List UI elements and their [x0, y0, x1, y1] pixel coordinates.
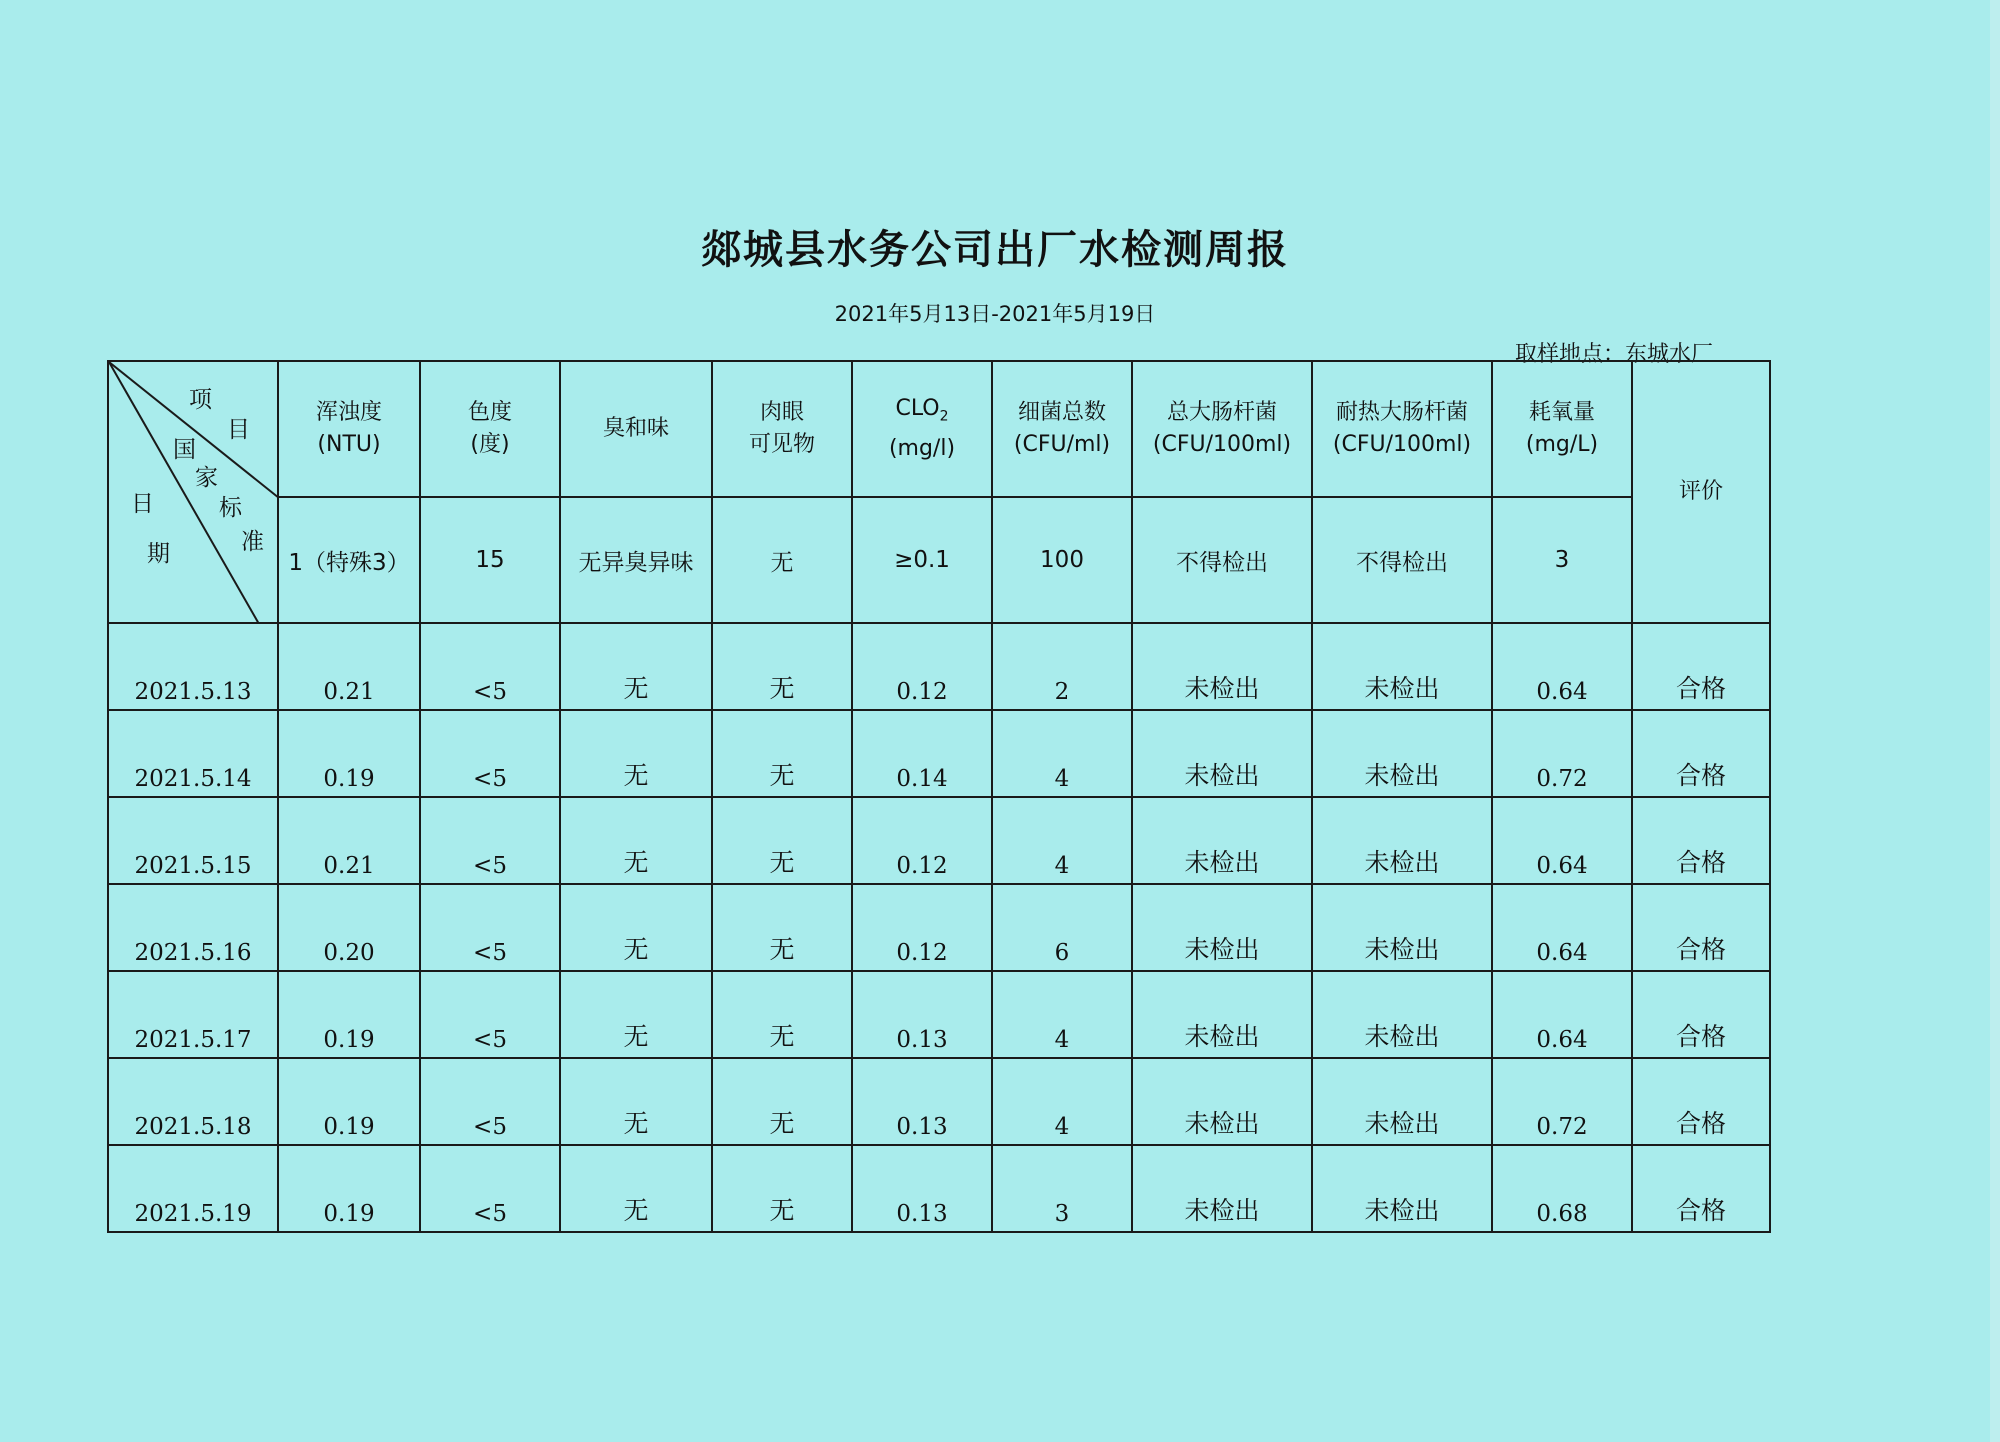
cell-odor: 无 [560, 710, 712, 797]
cell-visible: 无 [712, 797, 852, 884]
cell-thermo: 未检出 [1312, 971, 1492, 1058]
cell-eval: 合格 [1632, 1145, 1770, 1232]
table-row [108, 797, 1770, 884]
cell-color: <5 [420, 710, 560, 797]
cell-bacteria: 4 [992, 971, 1132, 1058]
cell-bacteria: 3 [992, 1145, 1132, 1232]
header-oxygen [1492, 361, 1632, 497]
cell-oxygen: 0.64 [1492, 623, 1632, 710]
cell-turbidity: 0.19 [278, 1058, 420, 1145]
table-row [108, 884, 1770, 971]
bacteria-unit: (CFU/ml) [1013, 432, 1111, 457]
coliform-unit: (CFU/100ml) [1152, 432, 1292, 457]
clo2-unit: (mg/l) [888, 435, 956, 461]
cell-color: <5 [420, 971, 560, 1058]
table-row [108, 710, 1770, 797]
cell-bacteria: 4 [992, 797, 1132, 884]
visible-label-2: 可见物 [748, 432, 815, 457]
cell-oxygen: 0.72 [1492, 1058, 1632, 1145]
corner-date-label-1: 日 [131, 491, 154, 517]
cell-oxygen: 0.72 [1492, 710, 1632, 797]
standard-turbidity: 1（特殊3） [278, 497, 420, 623]
cell-date: 2021.5.18 [108, 1058, 278, 1145]
cell-date: 2021.5.13 [108, 623, 278, 710]
cell-odor: 无 [560, 1058, 712, 1145]
data-rows [108, 623, 1770, 1232]
standard-thermo: 不得检出 [1312, 497, 1492, 623]
cell-coliform: 未检出 [1132, 710, 1312, 797]
cell-odor: 无 [560, 1145, 712, 1232]
cell-clo2: 0.12 [852, 797, 992, 884]
cell-color: <5 [420, 1145, 560, 1232]
bacteria-label: 细菌总数 [1017, 400, 1106, 425]
standard-color: 15 [420, 497, 560, 623]
corner-standard-label-4: 准 [241, 529, 264, 555]
cell-color: <5 [420, 623, 560, 710]
header-thermo-coliform [1312, 361, 1492, 497]
cell-thermo: 未检出 [1312, 710, 1492, 797]
cell-clo2: 0.13 [852, 1145, 992, 1232]
table-row [108, 1058, 1770, 1145]
header-odor: 臭和味 [560, 361, 712, 497]
sampling-location: 取样地点：东城水厂 [1515, 342, 1714, 367]
corner-standard-label-2: 家 [195, 465, 218, 491]
cell-eval: 合格 [1632, 1058, 1770, 1145]
clo2-label: CLO [895, 396, 940, 422]
header-evaluation: 评价 [1632, 361, 1770, 623]
cell-turbidity: 0.19 [278, 1145, 420, 1232]
corner-item-label-1: 项 [189, 387, 212, 413]
header-color [420, 361, 560, 497]
cell-eval: 合格 [1632, 710, 1770, 797]
cell-visible: 无 [712, 1145, 852, 1232]
cell-coliform: 未检出 [1132, 623, 1312, 710]
standard-oxygen: 3 [1492, 497, 1632, 623]
header-row [108, 361, 1770, 497]
cell-bacteria: 6 [992, 884, 1132, 971]
clo2-subscript: 2 [939, 408, 949, 425]
cell-oxygen: 0.64 [1492, 971, 1632, 1058]
cell-turbidity: 0.19 [278, 710, 420, 797]
cell-date: 2021.5.19 [108, 1145, 278, 1232]
standard-visible: 无 [712, 497, 852, 623]
cell-clo2: 0.12 [852, 884, 992, 971]
cell-clo2: 0.13 [852, 971, 992, 1058]
cell-thermo: 未检出 [1312, 884, 1492, 971]
cell-coliform: 未检出 [1132, 884, 1312, 971]
cell-turbidity: 0.21 [278, 797, 420, 884]
cell-eval: 合格 [1632, 623, 1770, 710]
table-row [108, 1145, 1770, 1232]
corner-standard-label-3: 标 [219, 495, 242, 521]
cell-color: <5 [420, 884, 560, 971]
visible-label-1: 肉眼 [759, 400, 804, 425]
cell-turbidity: 0.20 [278, 884, 420, 971]
corner-standard-label-1: 国 [173, 437, 196, 463]
standard-coliform: 不得检出 [1132, 497, 1312, 623]
cell-eval: 合格 [1632, 884, 1770, 971]
turbidity-label: 浑浊度 [315, 400, 382, 425]
cell-oxygen: 0.64 [1492, 884, 1632, 971]
corner-date-label-2: 期 [147, 541, 170, 567]
color-label: 色度 [467, 400, 512, 425]
water-quality-table [107, 360, 1771, 1233]
cell-color: <5 [420, 1058, 560, 1145]
cell-clo2: 0.14 [852, 710, 992, 797]
cell-coliform: 未检出 [1132, 797, 1312, 884]
table-row [108, 623, 1770, 710]
cell-odor: 无 [560, 971, 712, 1058]
standard-odor: 无异臭异味 [560, 497, 712, 623]
corner-item-label-2: 目 [227, 417, 250, 443]
cell-date: 2021.5.14 [108, 710, 278, 797]
report-period: 2021年5月13日-2021年5月19日 [834, 302, 1156, 326]
cell-clo2: 0.13 [852, 1058, 992, 1145]
cell-odor: 无 [560, 797, 712, 884]
cell-thermo: 未检出 [1312, 1145, 1492, 1232]
turbidity-unit: (NTU) [317, 432, 381, 457]
cell-turbidity: 0.19 [278, 971, 420, 1058]
thermo-label: 耐热大肠杆菌 [1335, 400, 1468, 425]
cell-thermo: 未检出 [1312, 623, 1492, 710]
report-title: 郯城县水务公司出厂水检测周报 [701, 227, 1289, 273]
cell-date: 2021.5.16 [108, 884, 278, 971]
cell-odor: 无 [560, 884, 712, 971]
cell-bacteria: 4 [992, 1058, 1132, 1145]
cell-bacteria: 2 [992, 623, 1132, 710]
thermo-unit: (CFU/100ml) [1332, 432, 1472, 457]
standard-bacteria: 100 [992, 497, 1132, 623]
cell-oxygen: 0.68 [1492, 1145, 1632, 1232]
cell-oxygen: 0.64 [1492, 797, 1632, 884]
oxygen-unit: (mg/L) [1525, 432, 1599, 457]
header-coliform [1132, 361, 1312, 497]
cell-thermo: 未检出 [1312, 797, 1492, 884]
cell-odor: 无 [560, 623, 712, 710]
table-row [108, 971, 1770, 1058]
cell-turbidity: 0.21 [278, 623, 420, 710]
cell-date: 2021.5.17 [108, 971, 278, 1058]
cell-thermo: 未检出 [1312, 1058, 1492, 1145]
color-unit: (度) [470, 432, 510, 457]
oxygen-label: 耗氧量 [1528, 400, 1595, 425]
header-turbidity [278, 361, 420, 497]
corner-header-cell [108, 361, 278, 623]
cell-visible: 无 [712, 710, 852, 797]
cell-coliform: 未检出 [1132, 971, 1312, 1058]
standard-row [108, 497, 1770, 623]
cell-date: 2021.5.15 [108, 797, 278, 884]
coliform-label: 总大肠杆菌 [1166, 400, 1277, 425]
cell-visible: 无 [712, 884, 852, 971]
header-bacteria [992, 361, 1132, 497]
cell-visible: 无 [712, 1058, 852, 1145]
header-clo2 [852, 361, 992, 497]
cell-eval: 合格 [1632, 797, 1770, 884]
cell-visible: 无 [712, 623, 852, 710]
cell-eval: 合格 [1632, 971, 1770, 1058]
cell-coliform: 未检出 [1132, 1145, 1312, 1232]
cell-clo2: 0.12 [852, 623, 992, 710]
header-visible-matter [712, 361, 852, 497]
standard-clo2: ≥0.1 [852, 497, 992, 623]
cell-color: <5 [420, 797, 560, 884]
cell-visible: 无 [712, 971, 852, 1058]
cell-coliform: 未检出 [1132, 1058, 1312, 1145]
cell-bacteria: 4 [992, 710, 1132, 797]
